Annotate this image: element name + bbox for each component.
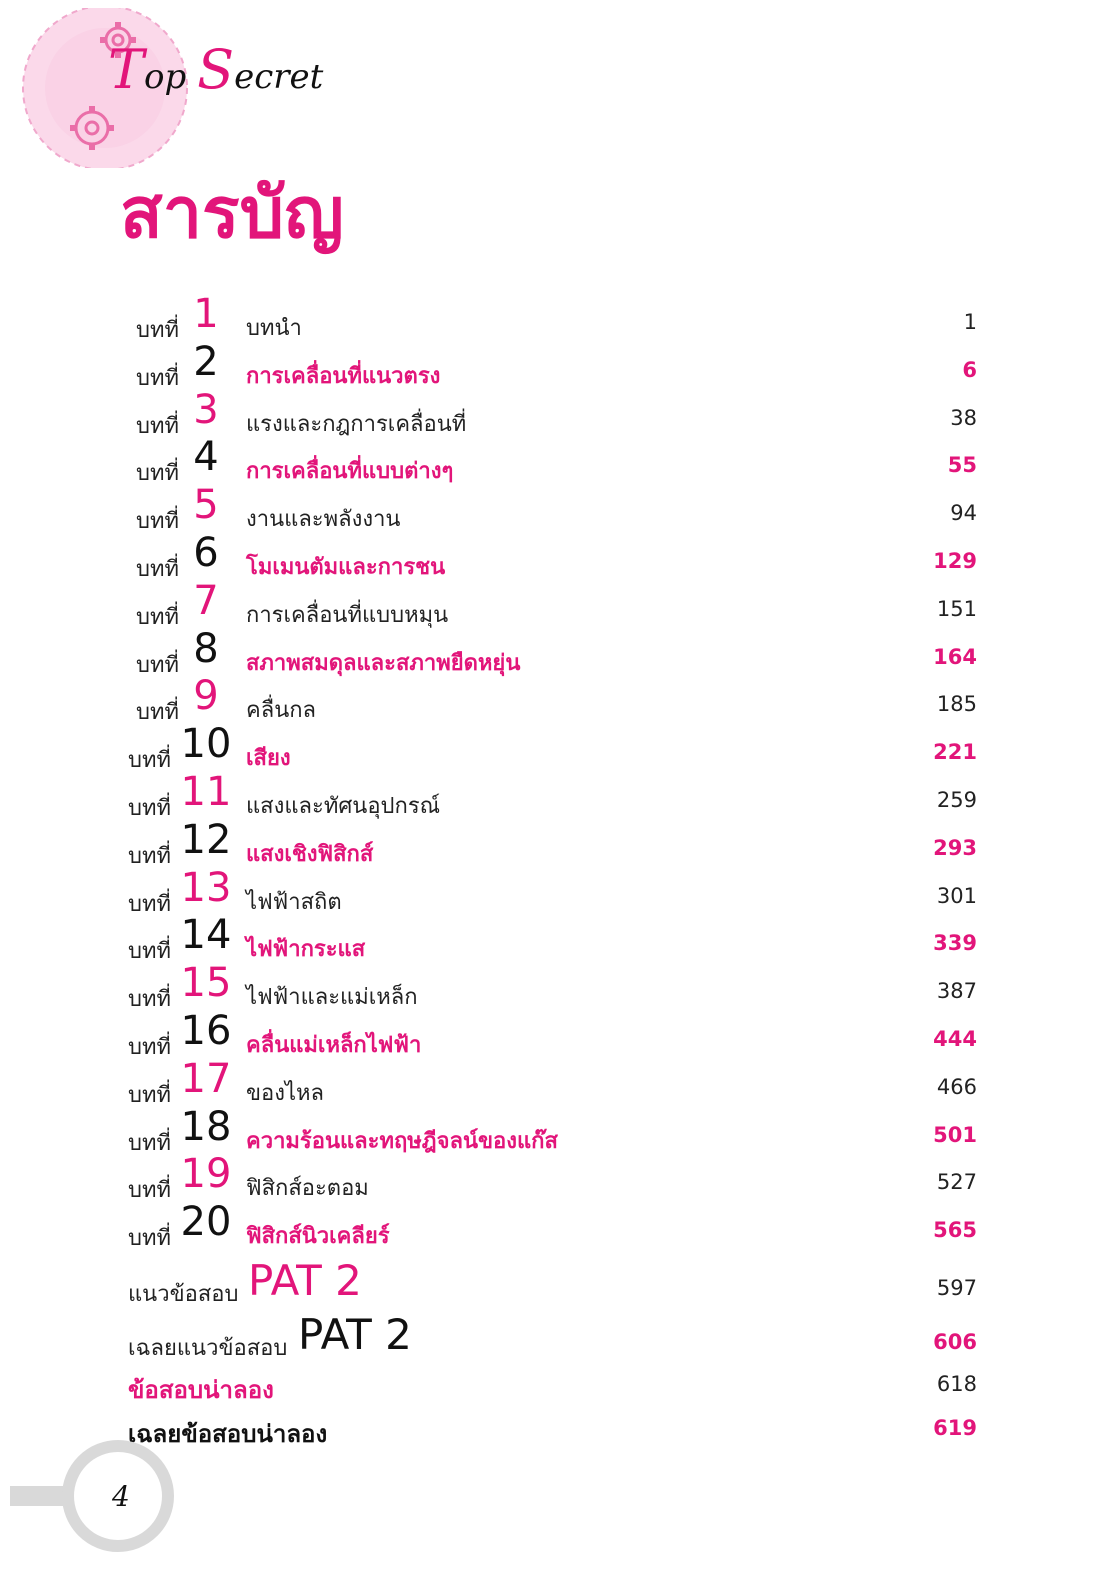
toc-chapter-10[interactable] bbox=[0, 720, 1111, 773]
chapter-title: การเคลื่อนที่แบบหมุน bbox=[246, 603, 449, 628]
answers-page: 606 bbox=[933, 1330, 977, 1354]
chapter-number: 10 bbox=[180, 721, 232, 767]
chapter-prefix: บทที่ bbox=[128, 796, 171, 821]
answers-pat: PAT 2 bbox=[298, 1310, 412, 1359]
chapter-page: 6 bbox=[962, 358, 977, 382]
chapter-prefix: บทที่ bbox=[128, 1131, 171, 1156]
chapter-page: 185 bbox=[936, 692, 977, 716]
page-title: สารบัญ bbox=[120, 172, 344, 254]
chapter-prefix: บทที่ bbox=[136, 700, 179, 725]
chapter-title: การเคลื่อนที่แนวตรง bbox=[246, 364, 441, 389]
chapter-title: เสียง bbox=[246, 746, 291, 771]
chapter-page: 387 bbox=[936, 979, 977, 1003]
toc-practice-answers[interactable] bbox=[0, 1312, 1111, 1372]
chapter-page: 444 bbox=[933, 1027, 977, 1051]
chapter-prefix: บทที่ bbox=[136, 605, 179, 630]
chapter-prefix: บทที่ bbox=[128, 1083, 171, 1108]
chapter-prefix: บทที่ bbox=[136, 414, 179, 439]
chapter-title: คลื่นกล bbox=[246, 698, 317, 723]
toc-chapter-19[interactable] bbox=[0, 1150, 1111, 1203]
toc-mock-exam[interactable] bbox=[0, 1366, 1111, 1410]
toc-chapter-14[interactable] bbox=[0, 911, 1111, 964]
chapter-title: บทนำ bbox=[246, 316, 302, 341]
chapter-page: 221 bbox=[933, 740, 977, 764]
chapter-page: 565 bbox=[933, 1218, 977, 1242]
chapter-prefix: บทที่ bbox=[128, 1178, 171, 1203]
chapter-title: ไฟฟ้าและแม่เหล็ก bbox=[246, 985, 418, 1010]
answers-label: เฉลยแนวข้อสอบ bbox=[128, 1336, 288, 1361]
toc-chapter-18[interactable] bbox=[0, 1103, 1111, 1156]
chapter-title: ไฟฟ้าสถิต bbox=[246, 890, 342, 915]
chapter-page: 55 bbox=[947, 453, 977, 477]
chapter-title: ฟิสิกส์นิวเคลียร์ bbox=[246, 1224, 390, 1249]
chapter-prefix: บทที่ bbox=[136, 461, 179, 486]
chapter-page: 164 bbox=[933, 645, 977, 669]
chapter-prefix: บทที่ bbox=[128, 1035, 171, 1060]
chapter-prefix: บทที่ bbox=[136, 557, 179, 582]
toc-chapter-20[interactable] bbox=[0, 1198, 1111, 1251]
chapter-title: การเคลื่อนที่แบบต่างๆ bbox=[246, 459, 454, 484]
chapter-prefix: บทที่ bbox=[128, 844, 171, 869]
chapter-number: 12 bbox=[180, 817, 232, 863]
chapter-title: ไฟฟ้ากระแส bbox=[246, 937, 366, 962]
chapter-number: 19 bbox=[180, 1151, 232, 1197]
toc-chapter-15[interactable] bbox=[0, 959, 1111, 1012]
chapter-number: 9 bbox=[193, 673, 219, 719]
toc-chapter-11[interactable] bbox=[0, 768, 1111, 821]
chapter-number: 20 bbox=[180, 1199, 232, 1245]
toc-chapter-13[interactable] bbox=[0, 864, 1111, 917]
chapter-prefix: บทที่ bbox=[128, 1226, 171, 1251]
brand-text-ecret: ecret bbox=[234, 57, 324, 97]
chapter-page: 1 bbox=[963, 310, 977, 334]
chapter-page: 527 bbox=[936, 1170, 977, 1194]
toc-practice-exam[interactable] bbox=[0, 1256, 1111, 1320]
chapter-title: แรงและกฎการเคลื่อนที่ bbox=[246, 412, 467, 437]
toc-chapter-16[interactable] bbox=[0, 1007, 1111, 1060]
chapter-page: 151 bbox=[936, 597, 977, 621]
chapter-title: ความร้อนและทฤษฎีจลน์ของแก๊ส bbox=[246, 1129, 558, 1154]
chapter-prefix: บทที่ bbox=[128, 748, 171, 773]
chapter-number: 4 bbox=[193, 434, 219, 480]
chapter-title: งานและพลังงาน bbox=[246, 507, 401, 532]
chapter-page: 339 bbox=[933, 931, 977, 955]
toc-chapter-17[interactable] bbox=[0, 1055, 1111, 1108]
chapter-number: 17 bbox=[180, 1056, 232, 1102]
mock-answers-page: 619 bbox=[933, 1416, 977, 1440]
chapter-number: 6 bbox=[193, 530, 219, 576]
chapter-number: 15 bbox=[180, 960, 232, 1006]
page-number-tab bbox=[0, 1436, 200, 1571]
toc-chapter-3[interactable] bbox=[0, 386, 1111, 439]
toc-chapter-9[interactable] bbox=[0, 672, 1111, 725]
chapter-number: 1 bbox=[193, 291, 219, 337]
mock-answers-label: เฉลยข้อสอบน่าลอง bbox=[128, 1420, 328, 1448]
brand-letter-s: S bbox=[197, 38, 235, 101]
chapter-title: สภาพสมดุลและสภาพยืดหยุ่น bbox=[246, 651, 521, 676]
chapter-title: แสงเชิงฟิสิกส์ bbox=[246, 842, 374, 867]
brand-letter-t: T bbox=[108, 38, 145, 101]
practice-pat: PAT 2 bbox=[248, 1256, 362, 1305]
chapter-number: 2 bbox=[193, 339, 219, 385]
chapter-title: โมเมนตัมและการชน bbox=[246, 555, 446, 580]
toc-chapter-5[interactable] bbox=[0, 481, 1111, 534]
toc-chapter-7[interactable] bbox=[0, 577, 1111, 630]
chapter-number: 3 bbox=[193, 387, 219, 433]
toc-chapter-8[interactable] bbox=[0, 625, 1111, 678]
chapter-number: 5 bbox=[193, 482, 219, 528]
chapter-page: 293 bbox=[933, 836, 977, 860]
toc-chapter-12[interactable] bbox=[0, 816, 1111, 869]
toc-chapter-4[interactable] bbox=[0, 433, 1111, 486]
chapter-number: 16 bbox=[180, 1008, 232, 1054]
chapter-prefix: บทที่ bbox=[136, 366, 179, 391]
chapter-page: 466 bbox=[936, 1075, 977, 1099]
brand-text-op: op bbox=[144, 57, 187, 97]
chapter-page: 38 bbox=[950, 406, 977, 430]
chapter-number: 7 bbox=[193, 578, 219, 624]
chapter-page: 501 bbox=[933, 1123, 977, 1147]
chapter-prefix: บทที่ bbox=[136, 509, 179, 534]
chapter-number: 8 bbox=[193, 626, 219, 672]
chapter-number: 11 bbox=[180, 769, 232, 815]
chapter-page: 301 bbox=[936, 884, 977, 908]
chapter-number: 13 bbox=[180, 865, 232, 911]
chapter-prefix: บทที่ bbox=[136, 318, 179, 343]
chapter-page: 129 bbox=[933, 549, 977, 573]
chapter-prefix: บทที่ bbox=[136, 653, 179, 678]
page-number: 4 bbox=[112, 1480, 130, 1513]
practice-label: แนวข้อสอบ bbox=[128, 1282, 239, 1307]
chapter-title: แสงและทัศนอุปกรณ์ bbox=[246, 794, 441, 819]
chapter-title: ของไหล bbox=[246, 1081, 325, 1106]
chapter-number: 18 bbox=[180, 1104, 232, 1150]
chapter-number: 14 bbox=[180, 912, 232, 958]
chapter-prefix: บทที่ bbox=[128, 892, 171, 917]
toc-chapter-6[interactable] bbox=[0, 529, 1111, 582]
mock-label: ข้อสอบน่าลอง bbox=[128, 1376, 274, 1404]
practice-page: 597 bbox=[936, 1276, 977, 1300]
chapter-prefix: บทที่ bbox=[128, 939, 171, 964]
chapter-title: คลื่นแม่เหล็กไฟฟ้า bbox=[246, 1033, 422, 1058]
chapter-title: ฟิสิกส์อะตอม bbox=[246, 1176, 369, 1201]
toc-chapter-1[interactable] bbox=[0, 290, 1111, 343]
chapter-page: 94 bbox=[950, 501, 977, 525]
chapter-prefix: บทที่ bbox=[128, 987, 171, 1012]
toc-chapter-2[interactable] bbox=[0, 338, 1111, 391]
mock-page: 618 bbox=[936, 1372, 977, 1396]
chapter-page: 259 bbox=[936, 788, 977, 812]
